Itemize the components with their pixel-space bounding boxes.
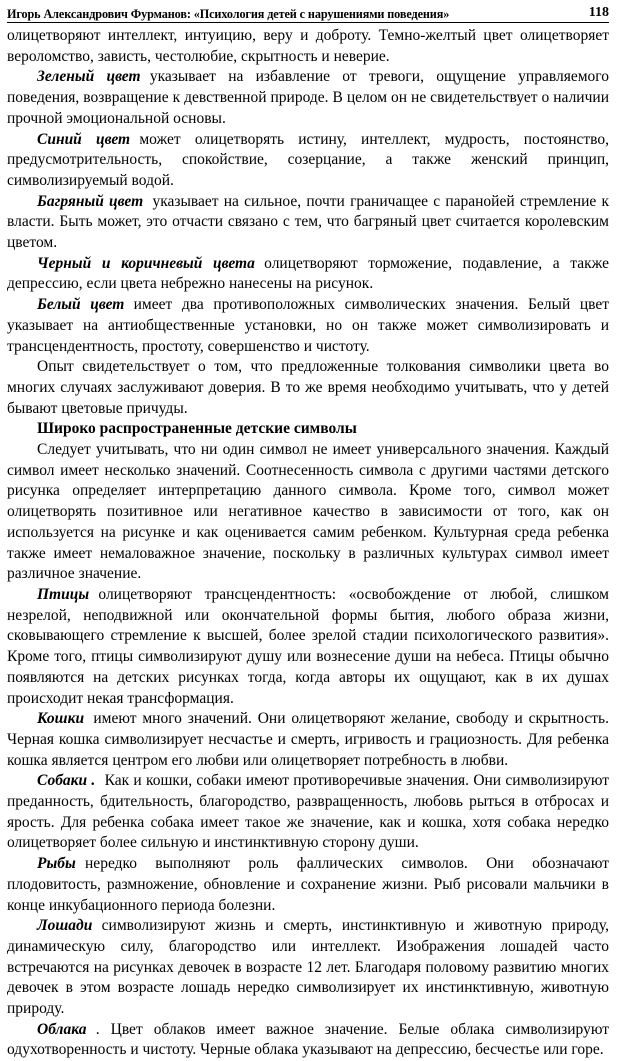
paragraph	[7, 916, 609, 1020]
paragraph	[7, 130, 609, 192]
paragraph-text: Как и кошки, собаки имеют противоречивые значения. Они символизируют преданность, бдительность, благородство, развращенность, любовь рыться в отбросах и ярость. Для ребенка собака имеет такое же значение, как и кошка, хотя собака нередко олицетворяет более сильную и инстинктивную сторону души.	[7, 772, 610, 852]
term-fish: Рыбы	[37, 855, 76, 873]
paragraph-text: указывает на сильное, почти граничащее с паранойей стремление к власти. Быть может, это отчасти связано с тем, что багряный цвет считается королевским цветом.	[7, 192, 609, 252]
paragraph	[7, 254, 609, 295]
term-horses: Лошади	[37, 917, 93, 935]
paragraph-text: . Цвет облаков имеет важное значение. Белые облака символизируют одухотворенность и чистоту. Черные облака указывают на депрессию, бесчестье или горе.	[7, 1020, 609, 1059]
paragraph-text: может олицетворять истину, интеллект, мудрость, постоянство, предусмотрительность, спокойствие, созерцание, а также женский принцип, символизируемый водой.	[7, 130, 609, 189]
paragraph-text: указывает на избавление от тревоги, ощущение управляемого поведения, возвращение к девственной природе. В целом он не свидетельствует о наличии прочной эмоциональной основы.	[7, 68, 609, 127]
paragraph-text: олицетворяют трансцендентность: «освобождение от любой, слишком незрелой, неподвижной или окончательной формы бытия, любого образа жизни, сковывающего стремление к высшей, более зрелой стадии психологического развития». Кроме того, птицы символизируют душу или вознесение души на небеса. Птицы обычно появляются на детских рисунках тогда, когда авторы их ощущают, как в их душах происходит некая трансформация.	[7, 585, 609, 707]
paragraph-text: имеет два противоположных символических значения. Белый цвет указывает на антиобщественные установки, но он также может символизировать и трансцендентность, простоту, совершенство и чистоту.	[7, 296, 609, 355]
paragraph-text: символизируют жизнь и смерть, инстинктивную и животную природу, динамическую силу, благородство или интеллект. Изображения лошадей часто встречаются на рисунках девочек в возрасте 12 лет. Благодаря половому развитию многих девочек в этом возрасте лошадь нередко символизирует их инстинктивную, животную природу.	[7, 917, 609, 1018]
paragraph-text: олицетворяют интеллект, интуицию, веру и доброту. Темно-желтый цвет олицетворяет вероломство, зависть, честолюбие, скрытность и неверие.	[7, 27, 609, 65]
term-birds: Птицы	[37, 585, 90, 603]
term-crimson-color: Багряный цвет	[37, 192, 144, 210]
term-cats: Кошки	[37, 710, 85, 728]
term-white-color: Белый цвет	[37, 296, 125, 314]
paragraph	[7, 357, 609, 419]
paragraph	[7, 854, 609, 916]
page-number: 118	[588, 5, 609, 20]
term-black-brown-colors: Черный и коричневый цвета	[37, 254, 255, 272]
term-green-color: Зеленый цвет	[37, 68, 141, 86]
paragraph-text: Опыт свидетельствует о том, что предложенные толкования символики цвета во многих случаях заслуживают доверия. В то же время необходимо учитывать, что у детей бывают цветовые причуды.	[7, 358, 609, 417]
paragraph-text: олицетворяют торможение, подавление, а также депрессию, если цвета небрежно нанесены на рисунок.	[7, 254, 609, 293]
term-blue-color: Синий цвет	[37, 130, 131, 148]
paragraph	[7, 709, 609, 771]
page-body	[7, 26, 609, 1061]
paragraph-text: имеют много значений. Они олицетворяют желание, свободу и скрытность. Черная кошка символизирует несчастье и смерть, игривость и грациозность. Для ребенка кошка является центром его любви или олицетворяет потребность в любви.	[7, 710, 609, 769]
book-title: Игорь Александрович Фурманов: «Психология детей с нарушениями поведения»	[7, 7, 450, 21]
term-clouds: Облака	[37, 1020, 87, 1038]
paragraph	[7, 192, 609, 254]
paragraph-text: нередко выполняют роль фаллических символов. Они обозначают плодовитость, размножение, обновление и сохранение жизни. Рыб рисовали мальчики в конце инкубационного периода болезни.	[7, 855, 609, 914]
term-dogs: Собаки .	[37, 772, 96, 790]
paragraph	[7, 771, 609, 854]
running-header	[7, 2, 609, 23]
paragraph	[7, 1020, 609, 1061]
paragraph	[7, 67, 609, 129]
paragraph	[7, 585, 609, 709]
paragraph-text: Следует учитывать, что ни один символ не имеет универсального значения. Каждый символ имеет несколько значений. Соотнесенность символа с другими частями детского рисунка определяет интерпретацию данного символа. Кроме того, символ может олицетворять позитивное или негативное качество в зависимости от того, как он используется на рисунке и как оценивается самим ребенком. Культурная среда ребенка также имеет немаловажное значение, поскольку в различных культурах символ имеет различное значение.	[7, 441, 609, 583]
paragraph	[7, 26, 609, 67]
paragraph	[7, 295, 609, 357]
paragraph	[7, 440, 609, 585]
section-heading: Широко распространенные детские символы	[37, 420, 357, 438]
